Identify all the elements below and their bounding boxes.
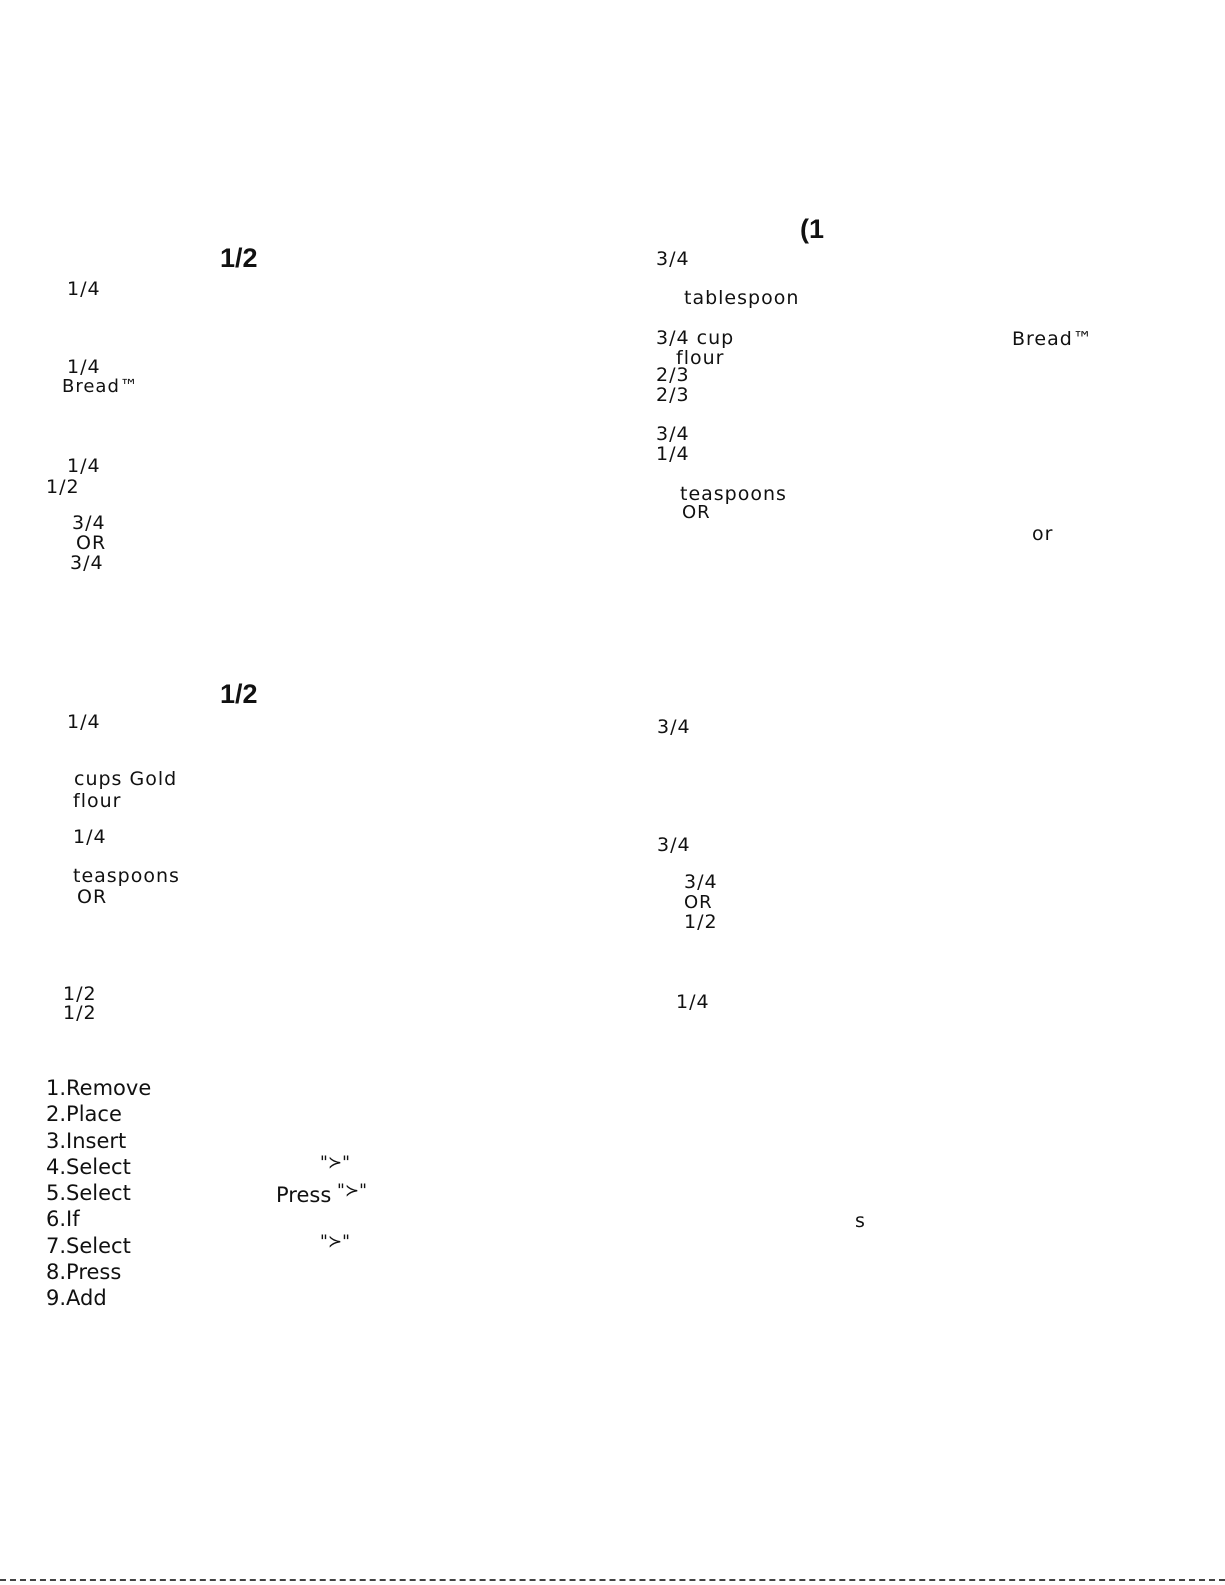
- right-ingredient-or: OR: [684, 892, 713, 913]
- right-ingredient-text: flour: [676, 347, 725, 369]
- left-ingredient-qty: 1/4: [67, 711, 101, 733]
- right-ingredient-text: teaspoons: [680, 483, 787, 505]
- step-5-symbol: "≻": [337, 1181, 367, 1201]
- step-6: 6.If: [46, 1207, 80, 1231]
- right-ingredient-qty: 1/4: [676, 991, 710, 1013]
- left-ingredient-text: teaspoons: [73, 865, 180, 887]
- left-ingredient-qty: 1/2: [63, 1002, 97, 1024]
- right-ingredient-qty: 3/4: [684, 871, 718, 893]
- right-ingredient-qty: 1/4: [656, 443, 690, 465]
- left-ingredient-qty: 3/4: [70, 552, 104, 574]
- left-ingredient-qty: 1/4: [67, 278, 101, 300]
- step-7-symbol: "≻": [320, 1232, 350, 1252]
- left-ingredient-text: flour: [73, 790, 122, 812]
- step-7: 7.Select: [46, 1234, 131, 1258]
- right-ingredient-qty: 3/4: [657, 716, 691, 738]
- left-ingredient-text: cups Gold: [74, 768, 178, 790]
- left-ingredient-qty: 1/2: [46, 476, 80, 498]
- right-stray-letter: s: [855, 1210, 866, 1232]
- left-ingredient-qty: 3/4: [72, 512, 106, 534]
- step-4-symbol: "≻": [320, 1153, 350, 1173]
- left-ingredient-qty: 1/4: [73, 826, 107, 848]
- right-ingredient-or: OR: [682, 502, 711, 523]
- left-heading-1: 1/2: [220, 243, 258, 273]
- right-ingredient-qty: 1/2: [684, 911, 718, 933]
- right-ingredient-qty: 2/3: [656, 384, 690, 406]
- step-3: 3.Insert: [46, 1129, 127, 1153]
- left-heading-2: 1/2: [220, 679, 258, 709]
- right-heading-1: (1: [800, 214, 825, 244]
- left-ingredient-or: OR: [76, 532, 107, 554]
- left-ingredient-qty: 1/2: [63, 983, 97, 1005]
- left-ingredient-brand: Bread™: [62, 376, 139, 397]
- step-5-press: Press: [276, 1183, 332, 1207]
- right-ingredient-text: tablespoon: [684, 287, 800, 309]
- step-5: 5.Select: [46, 1181, 131, 1205]
- left-ingredient-qty: 1/4: [67, 455, 101, 477]
- step-8: 8.Press: [46, 1260, 122, 1284]
- step-1: 1.Remove: [46, 1076, 152, 1100]
- step-9: 9.Add: [46, 1286, 107, 1310]
- right-ingredient-qty: 3/4: [656, 248, 690, 270]
- left-ingredient-or: OR: [77, 886, 108, 908]
- right-ingredient-text: 3/4 cup: [656, 327, 735, 349]
- left-ingredient-qty: 1/4: [67, 356, 101, 378]
- right-ingredient-qty: 2/3: [656, 364, 690, 386]
- right-ingredient-brand: Bread™: [1012, 328, 1093, 350]
- step-2: 2.Place: [46, 1102, 122, 1126]
- right-ingredient-qty: 3/4: [657, 834, 691, 856]
- right-ingredient-qty: 3/4: [656, 423, 690, 445]
- step-4: 4.Select: [46, 1155, 131, 1179]
- page-bottom-rule: [0, 1579, 1225, 1581]
- right-ingredient-or: or: [1032, 523, 1054, 545]
